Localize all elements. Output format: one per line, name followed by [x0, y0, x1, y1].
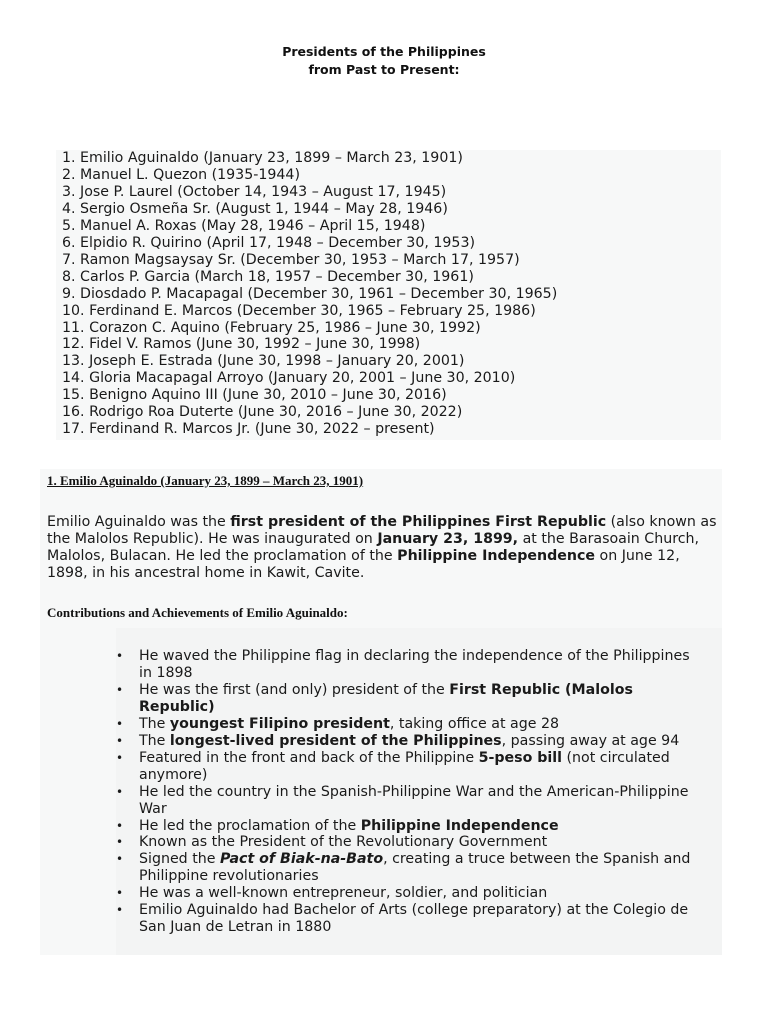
- document-title: [0, 43, 768, 79]
- bullet-text: Emilio Aguinaldo had Bachelor of Arts (college preparatory) at the Colegio de San Juan de Letran in 1880: [139, 902, 689, 936]
- bullet-strong: Philippine Independence: [360, 817, 559, 834]
- bullet-icon: •: [116, 682, 124, 697]
- list-item: 12. Fidel V. Ramos (June 30, 1992 – June 30, 1998): [62, 336, 421, 353]
- intro-bold: first president of the Philippines First Republic: [230, 514, 607, 530]
- intro-text: Emilio Aguinaldo was the: [47, 514, 231, 530]
- bullet-text: Known as the President of the Revolutionary Government: [139, 834, 548, 851]
- bullet-text: (not circulated anymore): [139, 749, 670, 783]
- presidents-list: [56, 150, 721, 438]
- intro-text: on June 12, 1898, in his ancestral home in Kawit, Cavite.: [47, 548, 680, 581]
- list-item: 11. Corazon C. Aquino (February 25, 1986 – June 30, 1992): [62, 319, 481, 336]
- bullet-strong: 5-peso bill: [478, 749, 563, 766]
- bullet-text: He waved the Philippine flag in declaring the independence of the Philippines in 1898: [139, 648, 690, 681]
- list-item: [116, 750, 706, 784]
- section-heading: 1. Emilio Aguinaldo (January 23, 1899 – March 23, 1901): [47, 473, 364, 488]
- bullet-text: He was a well-known entrepreneur, soldier, and politician: [139, 885, 548, 902]
- list-item: 6. Elpidio R. Quirino (April 17, 1948 – December 30, 1953): [62, 234, 476, 251]
- list-item: 17. Ferdinand R. Marcos Jr. (June 30, 2022 – present): [62, 421, 435, 438]
- list-item: [116, 784, 706, 818]
- list-item: 8. Carlos P. Garcia (March 18, 1957 – December 30, 1961): [62, 268, 474, 285]
- list-item: 9. Diosdado P. Macapagal (December 30, 1961 – December 30, 1965): [62, 285, 558, 302]
- list-item: [116, 851, 706, 885]
- list-item: 4. Sergio Osmeña Sr. (August 1, 1944 – May 28, 1946): [62, 200, 448, 217]
- list-item: 2. Manuel L. Quezon (1935-1944): [62, 166, 300, 183]
- bullet-text: The: [139, 732, 170, 749]
- bullet-text: , taking office at age 28: [389, 715, 560, 732]
- intro-text: at the Barasoain Church, Malolos, Bulacan. He led the proclamation of the: [47, 531, 700, 564]
- list-item: 14. Gloria Macapagal Arroyo (January 20, 2001 – June 30, 2010): [62, 370, 516, 387]
- bullet-icon: •: [116, 818, 124, 833]
- bullet-icon: •: [116, 733, 124, 748]
- bullet-strong: youngest Filipino president: [169, 715, 390, 732]
- bullet-icon: •: [116, 750, 124, 765]
- list-item: [116, 648, 706, 682]
- bullet-text: He was the first (and only) president of the: [139, 681, 450, 698]
- contributions-list: [116, 648, 706, 936]
- list-item: [116, 885, 706, 902]
- bullet-strong: longest-lived president of the Philippines: [169, 732, 502, 749]
- bullet-strong: Pact of Biak-na-Bato: [219, 851, 384, 868]
- bullet-strong: First Republic (Malolos Republic): [139, 681, 633, 715]
- intro-text: (also known as the Malolos Republic). He was inaugurated on: [47, 514, 717, 547]
- title-line-1: Presidents of the Philippines: [282, 44, 486, 59]
- bullet-text: , creating a truce between the Spanish and Philippine revolutionaries: [139, 851, 691, 885]
- bullet-text: , passing away at age 94: [501, 732, 680, 749]
- intro-bold: Philippine Independence: [397, 548, 596, 564]
- list-item: [116, 733, 706, 750]
- title-line-2: from Past to Present:: [308, 62, 460, 77]
- contributions-heading: Contributions and Achievements of Emilio Aguinaldo:: [47, 605, 348, 620]
- list-item: 15. Benigno Aquino III (June 30, 2010 – June 30, 2016): [62, 387, 447, 404]
- presidents-list-block: [56, 150, 721, 440]
- contributions-block: [116, 628, 722, 955]
- list-item: 3. Jose P. Laurel (October 14, 1943 – August 17, 1945): [62, 183, 447, 200]
- aguinaldo-section: [40, 469, 722, 955]
- list-item: 7. Ramon Magsaysay Sr. (December 30, 1953 – March 17, 1957): [62, 251, 520, 268]
- list-item: 1. Emilio Aguinaldo (January 23, 1899 – March 23, 1901): [62, 150, 463, 166]
- intro-bold: January 23, 1899,: [377, 531, 519, 547]
- list-item: 5. Manuel A. Roxas (May 28, 1946 – April 15, 1948): [62, 217, 426, 234]
- bullet-text: Signed the: [139, 851, 220, 868]
- bullet-icon: •: [116, 835, 124, 850]
- bullet-icon: •: [116, 716, 124, 731]
- list-item: 10. Ferdinand E. Marcos (December 30, 1965 – February 25, 1986): [62, 302, 536, 319]
- bullet-icon: •: [116, 649, 124, 663]
- bullet-text: The: [139, 715, 170, 732]
- list-item: [116, 834, 706, 851]
- bullet-text: He led the proclamation of the: [139, 817, 361, 834]
- list-item: 16. Rodrigo Roa Duterte (June 30, 2016 – June 30, 2022): [62, 404, 463, 421]
- bullet-text: He led the country in the Spanish-Philippine War and the American-Philippine War: [139, 783, 689, 817]
- list-item: 13. Joseph E. Estrada (June 30, 1998 – January 20, 2001): [62, 353, 465, 370]
- list-item: [116, 682, 706, 716]
- intro-paragraph: [47, 514, 717, 582]
- list-item: [116, 902, 706, 936]
- bullet-icon: •: [116, 886, 124, 901]
- bullet-icon: •: [116, 784, 124, 799]
- list-item: [116, 716, 706, 733]
- bullet-icon: •: [116, 903, 124, 918]
- list-item: [116, 818, 706, 835]
- bullet-icon: •: [116, 852, 124, 867]
- bullet-text: Featured in the front and back of the Philippine: [139, 749, 479, 766]
